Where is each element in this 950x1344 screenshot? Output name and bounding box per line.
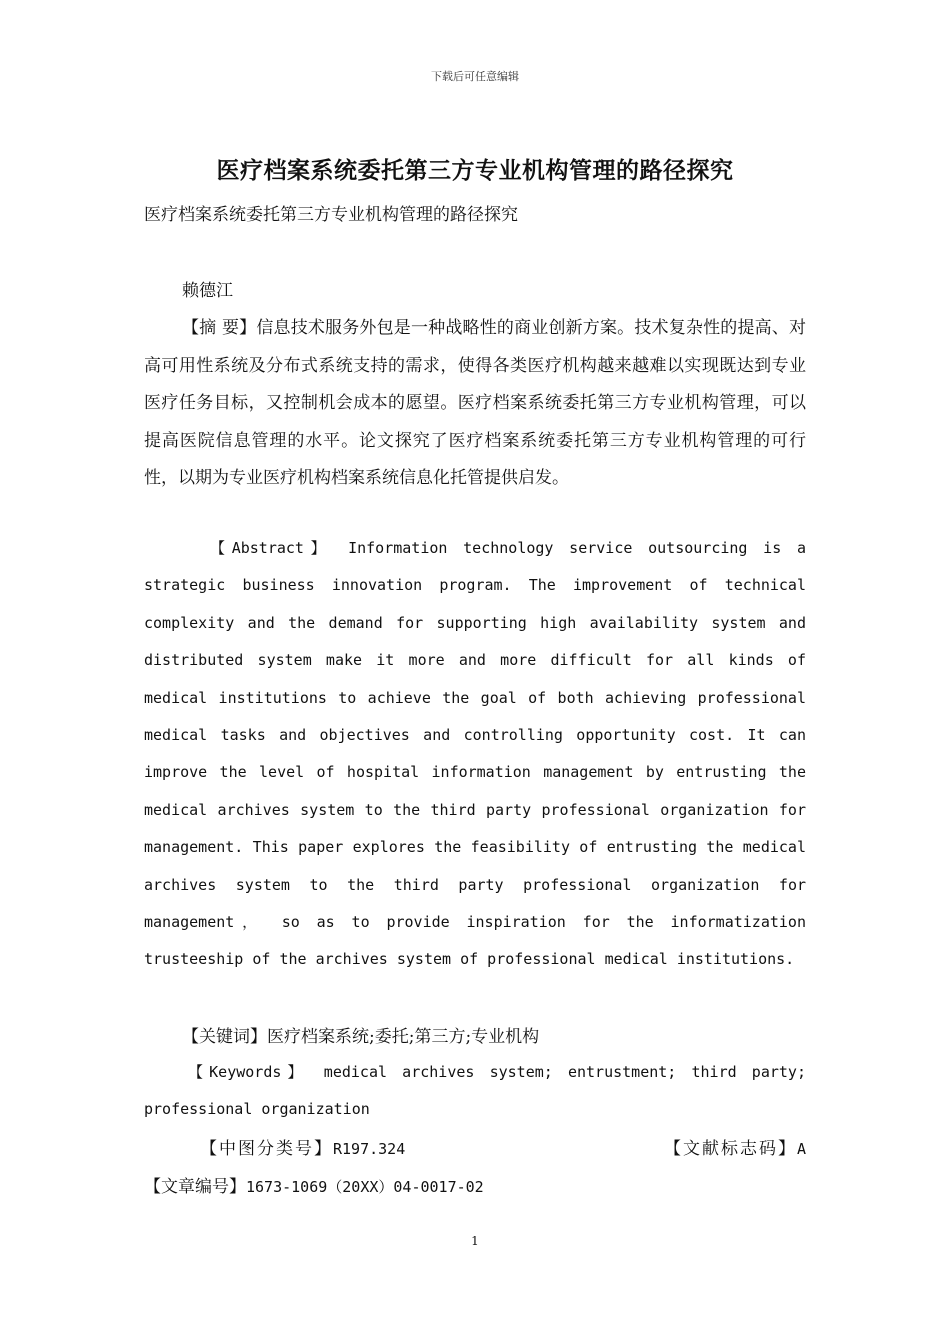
abstract-english xyxy=(144,530,806,979)
keywords-chinese-label: 【关键词】 xyxy=(182,1027,267,1047)
paper-title: 医疗档案系统委托第三方专业机构管理的路径探究 xyxy=(216,158,734,184)
clc-value: R197.324 xyxy=(333,1140,406,1158)
page-number: 1 xyxy=(471,1234,479,1248)
keywords-english-label: 【Keywords】 xyxy=(188,1063,309,1081)
keywords-english-text: medical archives system; entrustment; third party; professional organization xyxy=(144,1063,806,1119)
article-number-label: 【文章编号】 xyxy=(144,1177,246,1197)
abstract-chinese-label: 【摘 要】 xyxy=(182,318,257,338)
keywords-english xyxy=(144,1054,806,1129)
header-note: 下载后可任意编辑 xyxy=(431,70,519,83)
abstract-english-label: 【Abstract】 xyxy=(210,539,333,557)
article-number xyxy=(144,1172,484,1197)
abstract-chinese-text: 信息技术服务外包是一种战略性的商业创新方案。技术复杂性的提高、对高可用性系统及分布式系统支持的需求，使得各类医疗机构越来越难以实现既达到专业医疗任务目标，又控制机会成本的愿望。医疗档案系统委托第三方专业机构管理，可以提高医院信息管理的水平。论文探究了医疗档案系统委托第三方专业机构管理的可行性，以期为专业医疗机构档案系统信息化托管提供启发。 xyxy=(144,318,807,488)
keywords-chinese-text: 医疗档案系统;委托;第三方;专业机构 xyxy=(267,1027,540,1047)
document-code xyxy=(664,1134,806,1159)
author-name: 赖德江 xyxy=(182,281,233,301)
keywords-chinese xyxy=(182,1022,539,1047)
abstract-english-text: Information technology service outsourcing is a strategic business innovation program. The improvement of technical complexity and the demand for supporting high availability system and distributed system make it more and more difficult for all kinds of medical institutions to achieve the goal of both achieving professional medical tasks and objectives and controlling opportunity cost. It can improve the level of hospital information management by entrusting the medical archives system to the third party professional organization for management. This paper explores the feasibility of entrusting the medical archives system to the third party professional organization for management， so as to provide inspiration for the informatization trusteeship of the archives system of professional medical institutions. xyxy=(144,539,807,969)
clc-label: 【中图分类号】 xyxy=(200,1139,333,1159)
document-code-value: A xyxy=(796,1140,806,1158)
classification-row xyxy=(200,1134,806,1158)
abstract-chinese xyxy=(144,310,806,498)
document-code-label: 【文献标志码】 xyxy=(663,1139,797,1159)
article-number-value: 1673-1069（20XX）04-0017-02 xyxy=(246,1178,484,1196)
paper-subtitle: 医疗档案系统委托第三方专业机构管理的路径探究 xyxy=(144,205,518,225)
clc-number xyxy=(200,1134,405,1159)
